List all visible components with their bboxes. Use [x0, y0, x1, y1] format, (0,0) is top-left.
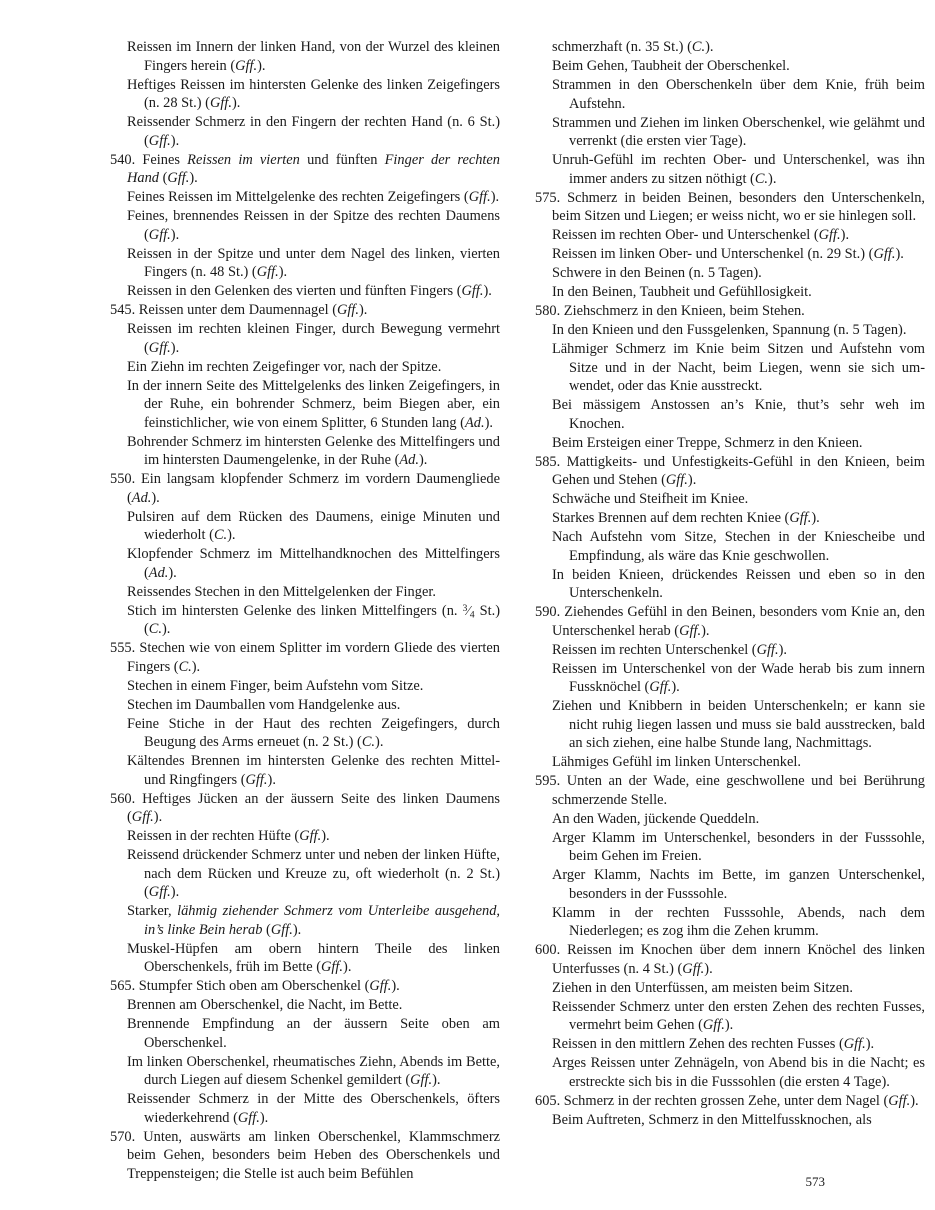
italic-text: Gff.: [131, 809, 154, 825]
symptom-entry: Stich im hintersten Gelenke des linken Mittelfingers (n. $^3⁄_4$ St.) (C.).: [127, 602, 500, 637]
symptom-entry: Reissen in der rechten Hüfte (Gff.).: [127, 828, 330, 844]
page-number: 573: [805, 1174, 825, 1189]
italic-text: C.: [213, 527, 228, 543]
italic-text: Gff.: [649, 679, 672, 695]
symptom-entry: Brennende Empfindung an der äussern Seite oben am Oberschenkel.: [127, 1016, 500, 1051]
symptom-entry: Reissender Schmerz unter den ersten Zehen des rechten Fusses, vermehrt beim Gehen (Gff.).: [552, 998, 925, 1033]
symptom-entry: Lähmiges Gefühl im linken Unterschenkel.: [552, 754, 801, 770]
symptom-entry: Ziehen und Knibbern in beiden Unterschenkeln; er kann sie nicht ruhig liegen lassen und muss sie bald ausstrecken, bald an sich ziehen, eine halbe Stunde lang, Nachmittags.: [552, 698, 925, 751]
symptom-entry: Kältendes Brennen im hintersten Gelenke des rechten Mittel- und Ringfingers (Gff.).: [127, 753, 500, 788]
entry-number: 580.: [535, 303, 561, 319]
symptom-entry: Bei mässigem Anstossen an’s Knie, thut’s sehr weh im Knochen.: [552, 397, 925, 432]
symptom-entry: Heftiges Reissen im hintersten Gelenke des linken Zeigefingers (n. 28 St.) (Gff.).: [127, 76, 500, 111]
italic-text: Gff.: [235, 57, 258, 74]
symptom-entry: Ein Ziehn im rechten Zeigefinger vor, nach der Spitze.: [127, 358, 442, 375]
italic-text: Gff.: [237, 1109, 260, 1126]
symptom-entry: Klopfender Schmerz im Mittelhandknochen des Mittelfingers (Ad.).: [127, 546, 500, 581]
numbered-symptom-entry: 575. Schmerz in beiden Beinen, besonders den Unterschenkeln, beim Sitzen und Liegen; er weiss nicht, wo er sie hinlegen soll.: [535, 189, 925, 224]
symptom-entry: Reissen in den Gelenken des vierten und fünften Fingers (Gff.).: [127, 283, 492, 299]
symptom-entry: In den Beinen, Taubheit und Gefühllosigkeit.: [552, 284, 812, 300]
italic-text: Gff.: [209, 95, 232, 111]
numbered-symptom-entry: 550. Ein langsam klopfender Schmerz im vordern Daumengliede (Ad.).: [110, 471, 500, 506]
symptom-entry: Reissendes Stechen in den Mittelgelenken der Finger.: [127, 583, 436, 600]
italic-text: C.: [691, 39, 706, 55]
symptom-entry: Nach Aufstehn vom Sitze, Stechen in der Kniescheibe und Empfindung, als wäre das Knie geschwollen.: [552, 529, 925, 564]
symptom-entry: Ziehen in den Unterfüssen, am meisten beim Sitzen.: [552, 979, 853, 996]
numbered-symptom-entry: 605. Schmerz in der rechten grossen Zehe, unter dem Nagel (Gff.).: [535, 1092, 919, 1109]
symptom-entry: In beiden Knieen, drückendes Reissen und eben so in den Unterschenkeln.: [552, 566, 925, 601]
italic-text: Gff.: [148, 132, 171, 149]
symptom-entry: In der innern Seite des Mittelgelenks des linken Zeigefingers, in der Ruhe, ein bohrender Schmerz, beim Biegen aber, ein feinstichlicher, wie von einem Splitter, 6 Stunden lang (Ad.).: [127, 377, 500, 431]
italic-text: Ad.: [399, 452, 419, 468]
symptom-entry: Reissender Schmerz in der Mitte des Oberschenkels, öfters wiederkehrend (Gff.).: [127, 1091, 500, 1126]
symptom-entry: Feines, brennendes Reissen in der Spitze des rechten Daumens (Gff.).: [127, 208, 500, 243]
symptom-entry: Reissen im rechten Ober- und Unterschenkel (Gff.).: [552, 227, 850, 243]
italic-text: Gff.: [888, 1092, 911, 1109]
symptom-entry: Reissen im Unterschenkel von der Wade herab bis zum innern Fussknöchel (Gff.).: [552, 660, 925, 695]
numbered-symptom-entry: 590. Ziehendes Gefühl in den Beinen, besonders vom Knie an, den Unterschenkel herab (Gff.).: [535, 604, 925, 639]
numbered-symptom-entry: 540. Feines Reissen im vierten und fünften Finger der rechten Hand (Gff.).: [110, 151, 501, 186]
symptom-entry: Feines Reissen im Mittelgelenke des rechten Zeigefingers (Gff.).: [127, 189, 500, 205]
entry-number: 570.: [110, 1128, 136, 1145]
entry-number: 550.: [110, 471, 136, 487]
symptom-entry: Starkes Brennen auf dem rechten Kniee (Gff.).: [552, 510, 820, 526]
numbered-symptom-entry: 570. Unten, auswärts am linken Oberschenkel, Klammschmerz beim Gehen, besonders beim Heben des Oberschenkels und Treppensteigen; die Stelle ist auch beim Befühlen: [110, 1128, 500, 1182]
italic-text: Gff.: [679, 622, 702, 639]
numbered-symptom-entry: 600. Reissen im Knochen über dem innern Knöchel des linken Unterfusses (n. 4 St.) (Gff.).: [535, 942, 925, 977]
left-column: [110, 38, 500, 1184]
italic-text: Gff.: [299, 828, 322, 844]
symptom-entry: Unruh-Gefühl im rechten Ober- und Unterschenkel, was ihn immer anders zu sitzen nöthigt (C.).: [552, 152, 925, 187]
italic-text: Ad.: [464, 414, 485, 431]
entry-number: 555.: [110, 640, 136, 656]
italic-text: C.: [361, 734, 376, 750]
italic-text: Ad.: [148, 564, 169, 581]
symptom-entry: Brennen am Oberschenkel, die Nacht, im Bette.: [127, 997, 403, 1013]
italic-text: Gff.: [321, 959, 344, 975]
numbered-symptom-entry: 555. Stechen wie von einem Splitter im vordern Gliede des vierten Fingers (C.).: [110, 640, 500, 675]
symptom-entry: Muskel-Hüpfen am obern hintern Theile des linken Oberschenkels, früh im Bette (Gff.).: [127, 940, 500, 975]
symptom-entry: Schwere in den Beinen (n. 5 Tagen).: [552, 265, 762, 281]
italic-text: lähmig ziehender Schmerz vom Unterleibe ausgehend, in’s linke Bein herab: [144, 903, 500, 938]
symptom-entry: Pulsiren auf dem Rücken des Daumens, einige Minuten und wiederholt (C.).: [127, 508, 500, 543]
two-column-text-body: [110, 38, 925, 1184]
italic-text: C.: [754, 170, 769, 187]
symptom-entry: Stechen im Daumballen vom Handgelenke aus.: [127, 696, 401, 713]
italic-text: Ad.: [131, 489, 152, 506]
symptom-entry: Im linken Oberschenkel, rheumatisches Ziehn, Abends im Bette, durch Liegen auf diesem Schenkel gemildert (Gff.).: [127, 1053, 500, 1088]
italic-text: Reissen im vierten: [187, 151, 300, 168]
right-column: [535, 38, 925, 1184]
entry-number: 575.: [535, 189, 561, 206]
italic-text: Gff.: [270, 921, 293, 938]
italic-text: Gff.: [702, 1017, 725, 1033]
symptom-entry: schmerzhaft (n. 35 St.) (C.).: [552, 39, 714, 55]
numbered-symptom-entry: 580. Ziehschmerz in den Knieen, beim Stehen.: [535, 303, 805, 319]
italic-text: Gff.: [148, 884, 171, 900]
numbered-symptom-entry: 565. Stumpfer Stich oben am Oberschenkel (Gff.).: [110, 978, 400, 994]
italic-text: Gff.: [682, 960, 705, 977]
italic-text: Gff.: [245, 771, 268, 788]
italic-text: Gff.: [461, 283, 484, 299]
symptom-entry: In den Knieen und den Fussgelenken, Spannung (n. 5 Tagen).: [552, 322, 907, 338]
symptom-entry: Bohrender Schmerz im hintersten Gelenke des Mittelfingers und im hintersten Daumengelenke, in der Ruhe (Ad.).: [127, 433, 500, 468]
symptom-entry: Schwäche und Steifheit im Kniee.: [552, 491, 749, 507]
italic-text: Finger der rechten Hand: [127, 151, 501, 186]
symptom-entry: Stechen in einem Finger, beim Aufstehn vom Sitze.: [127, 677, 424, 694]
italic-text: Gff.: [756, 641, 779, 658]
entry-number: 600.: [535, 942, 561, 958]
fraction: $^3⁄_4$: [462, 602, 475, 621]
symptom-entry: Reissen im linken Ober- und Unterschenkel (n. 29 St.) (Gff.).: [552, 246, 904, 262]
italic-text: C.: [178, 658, 192, 675]
numbered-symptom-entry: 585. Mattigkeits- und Unfestigkeits-Gefühl in den Knieen, beim Gehen und Stehen (Gff.).: [535, 453, 925, 488]
italic-text: Gff.: [369, 978, 392, 994]
entry-number: 560.: [110, 790, 136, 807]
italic-text: Gff.: [665, 472, 688, 488]
italic-text: Gff.: [256, 264, 279, 280]
italic-text: Gff.: [167, 170, 190, 186]
italic-text: C.: [148, 621, 162, 637]
symptom-entry: An den Waden, jückende Queddeln.: [552, 810, 760, 827]
italic-text: Gff.: [148, 339, 171, 356]
symptom-entry: Beim Gehen, Taubheit der Oberschenkel.: [552, 58, 790, 74]
symptom-entry: Reissender Schmerz in den Fingern der rechten Hand (n. 6 St.) (Gff.).: [127, 114, 500, 149]
italic-text: Gff.: [468, 189, 491, 205]
symptom-entry: Feine Stiche in der Haut des rechten Zeigefingers, durch Beugung des Arms erneuet (n. 2 St.) (C.).: [127, 715, 500, 750]
symptom-entry: Strammen und Ziehen im linken Oberschenkel, wie gelähmt und verrenkt (die ersten vier Tage).: [552, 114, 925, 149]
symptom-entry: Arger Klamm, Nachts im Bette, im ganzen Unterschenkel, besonders in der Fusssohle.: [552, 867, 925, 902]
italic-text: Gff.: [789, 510, 812, 526]
symptom-entry: Reissen im Innern der linken Hand, von der Wurzel des kleinen Fingers herein (Gff.).: [127, 39, 500, 74]
entry-number: 605.: [535, 1092, 561, 1109]
entry-number: 545.: [110, 302, 136, 318]
numbered-symptom-entry: 545. Reissen unter dem Daumennagel (Gff.).: [110, 302, 368, 318]
italic-text: Gff.: [410, 1072, 433, 1088]
symptom-entry: Lähmiger Schmerz im Knie beim Sitzen und Aufstehn vom Sitze und in der Nacht, beim Liegen, wenn sie sich umwendet, oder das Knie ausstreckt.: [552, 341, 925, 394]
italic-text: Gff.: [337, 302, 359, 318]
entry-number: 595.: [535, 773, 561, 789]
entry-number: 585.: [535, 453, 561, 470]
entry-number: 565.: [110, 978, 136, 994]
symptom-entry: Beim Ersteigen einer Treppe, Schmerz in den Knieen.: [552, 434, 863, 451]
italic-text: Gff.: [843, 1036, 866, 1052]
symptom-entry: Beim Auftreten, Schmerz in den Mittelfussknochen, als: [552, 1111, 872, 1128]
symptom-entry: Reissend drückender Schmerz unter und neben der linken Hüfte, nach dem Rücken und Kreuze zu, oft wiederholt (n. 2 St.) (Gff.).: [127, 847, 500, 900]
symptom-entry: Strammen in den Oberschenkeln über dem Knie, früh beim Aufstehn.: [552, 77, 925, 112]
entry-number: 540.: [110, 151, 136, 168]
symptom-entry: Arges Reissen unter Zehnägeln, von Abend bis in die Nacht; es erstreckte sich bis in die Fusssohlen (die ersten 4 Tage).: [552, 1055, 925, 1090]
italic-text: Gff.: [818, 227, 841, 243]
symptom-entry: Reissen in den mittlern Zehen des rechten Fusses (Gff.).: [552, 1036, 875, 1052]
symptom-entry: Reissen im rechten kleinen Finger, durch Bewegung vermehrt (Gff.).: [127, 321, 500, 356]
symptom-entry: Reissen in der Spitze und unter dem Nagel des linken, vierten Fingers (n. 48 St.) (Gff.).: [127, 245, 500, 280]
italic-text: Gff.: [873, 246, 896, 262]
italic-text: Gff.: [148, 226, 171, 243]
numbered-symptom-entry: 595. Unten an der Wade, eine geschwollene und bei Berührung schmerzende Stelle.: [535, 773, 925, 808]
symptom-entry: Starker, lähmig ziehender Schmerz vom Unterleibe ausgehend, in’s linke Bein herab (Gff.).: [127, 903, 500, 938]
symptom-entry: Reissen im rechten Unterschenkel (Gff.).: [552, 641, 787, 658]
entry-number: 590.: [535, 604, 561, 620]
numbered-symptom-entry: 560. Heftiges Jücken an der äussern Seite des linken Daumens (Gff.).: [110, 790, 500, 825]
symptom-entry: Arger Klamm im Unterschenkel, besonders in der Fusssohle, beim Gehen im Freien.: [552, 829, 925, 864]
symptom-entry: Klamm in der rechten Fusssohle, Abends, nach dem Niederlegen; es zog ihm die Zehen krumm.: [552, 904, 925, 939]
